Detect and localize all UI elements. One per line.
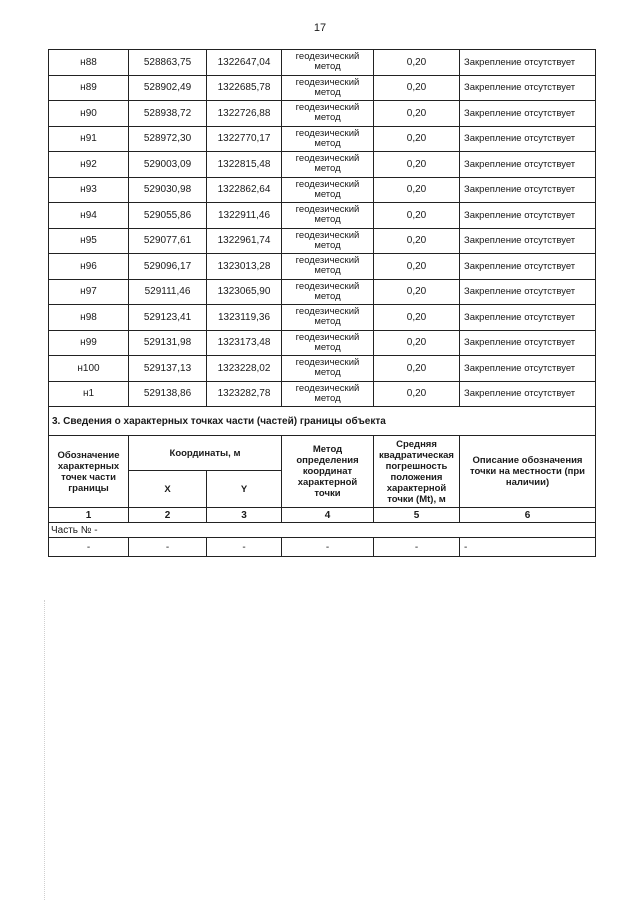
coord-y: 1322770,17	[207, 126, 282, 152]
accuracy: 0,20	[374, 50, 460, 76]
empty-cell: -	[374, 538, 460, 557]
table-row	[49, 126, 596, 152]
column-number: 2	[129, 508, 207, 523]
coord-x: 529123,41	[129, 305, 207, 331]
point-id: н88	[49, 50, 129, 76]
point-id: н95	[49, 228, 129, 254]
method	[282, 228, 374, 254]
header-accuracy	[374, 436, 460, 508]
description: Закрепление отсутствует	[460, 228, 596, 254]
coord-x: 529030,98	[129, 177, 207, 203]
description: Закрепление отсутствует	[460, 126, 596, 152]
header-method	[282, 436, 374, 508]
method-line: геодезический	[295, 331, 360, 343]
method-line: геодезический	[295, 51, 360, 63]
coord-y: 1322726,88	[207, 101, 282, 127]
method	[282, 279, 374, 305]
description: Закрепление отсутствует	[460, 203, 596, 229]
header-point-line: Обозначение	[57, 449, 120, 461]
point-id: н93	[49, 177, 129, 203]
method	[282, 177, 374, 203]
header-method-line: определения	[296, 455, 359, 466]
header-accuracy-line: характерной	[386, 482, 447, 494]
method-line: метод	[314, 392, 341, 404]
description: Закрепление отсутствует	[460, 254, 596, 280]
point-id: н94	[49, 203, 129, 229]
empty-cell: -	[207, 538, 282, 557]
point-id: н89	[49, 75, 129, 101]
header-accuracy-line: квадратическая	[379, 449, 454, 461]
part-label: Часть № -	[49, 523, 596, 538]
method	[282, 75, 374, 101]
table-row	[49, 152, 596, 178]
method-line: метод	[314, 86, 341, 98]
coord-y: 1323065,90	[207, 279, 282, 305]
method-line: метод	[314, 137, 341, 149]
method-line: геодезический	[295, 76, 360, 88]
header-coords: Координаты, м	[129, 436, 282, 471]
boundary-points-table	[48, 49, 596, 557]
accuracy: 0,20	[374, 203, 460, 229]
method-line: геодезический	[295, 357, 360, 369]
empty-data-row	[49, 538, 596, 557]
method-line: метод	[314, 188, 341, 200]
part-row	[49, 523, 596, 538]
method	[282, 50, 374, 76]
table-row	[49, 254, 596, 280]
method-line: метод	[314, 61, 341, 73]
table-row	[49, 356, 596, 382]
method	[282, 101, 374, 127]
empty-cell: -	[129, 538, 207, 557]
table-row	[49, 228, 596, 254]
coord-x: 529077,61	[129, 228, 207, 254]
method-line: геодезический	[295, 280, 360, 292]
method-line: геодезический	[295, 229, 360, 241]
header-y: Y	[207, 471, 282, 508]
column-number: 6	[460, 508, 596, 523]
method	[282, 356, 374, 382]
header-accuracy-line: погрешность	[385, 460, 448, 472]
header-desc-line: Описание обозначения	[472, 455, 583, 466]
empty-cell: -	[282, 538, 374, 557]
accuracy: 0,20	[374, 101, 460, 127]
header-accuracy-line: Средняя	[396, 438, 437, 450]
description: Закрепление отсутствует	[460, 305, 596, 331]
method-line: метод	[314, 341, 341, 353]
method-line: геодезический	[295, 178, 360, 190]
point-id: н92	[49, 152, 129, 178]
accuracy: 0,20	[374, 177, 460, 203]
coord-x: 529131,98	[129, 330, 207, 356]
point-id: н100	[49, 356, 129, 382]
point-id: н97	[49, 279, 129, 305]
point-id: н1	[49, 381, 129, 407]
section3-title: 3. Сведения о характерных точках части (частей) границы объекта	[49, 407, 596, 436]
method-line: метод	[314, 367, 341, 379]
coord-x: 528972,30	[129, 126, 207, 152]
header-accuracy-line: точки (Mt), м	[387, 493, 446, 505]
column-number: 3	[207, 508, 282, 523]
method-line: метод	[314, 316, 341, 328]
point-id: н98	[49, 305, 129, 331]
header-method-line: характерной	[297, 477, 358, 488]
table-row	[49, 101, 596, 127]
method	[282, 330, 374, 356]
empty-cell: -	[460, 538, 596, 557]
method	[282, 152, 374, 178]
header-method-line: Метод	[312, 444, 343, 455]
method	[282, 305, 374, 331]
coord-x: 528902,49	[129, 75, 207, 101]
coord-y: 1322911,46	[207, 203, 282, 229]
coord-y: 1323013,28	[207, 254, 282, 280]
method	[282, 126, 374, 152]
table-row	[49, 177, 596, 203]
header-method-line: точки	[314, 488, 341, 499]
method-line: метод	[314, 214, 341, 226]
accuracy: 0,20	[374, 279, 460, 305]
table-row	[49, 305, 596, 331]
method-line: метод	[314, 265, 341, 277]
description: Закрепление отсутствует	[460, 330, 596, 356]
header-point-line: границы	[68, 482, 109, 494]
method-line: метод	[314, 290, 341, 302]
column-numbers-row	[49, 508, 596, 523]
coord-x: 529003,09	[129, 152, 207, 178]
coord-x: 528938,72	[129, 101, 207, 127]
description: Закрепление отсутствует	[460, 152, 596, 178]
coord-y: 1322862,64	[207, 177, 282, 203]
accuracy: 0,20	[374, 75, 460, 101]
coord-x: 529137,13	[129, 356, 207, 382]
table-row	[49, 203, 596, 229]
table-row	[49, 279, 596, 305]
header-row-top	[49, 436, 596, 471]
coord-y: 1323228,02	[207, 356, 282, 382]
description: Закрепление отсутствует	[460, 279, 596, 305]
page-number: 17	[313, 22, 327, 34]
header-method-line: координат	[302, 466, 353, 477]
table-row	[49, 330, 596, 356]
method	[282, 254, 374, 280]
coord-x: 528863,75	[129, 50, 207, 76]
method-line: геодезический	[295, 204, 360, 216]
method	[282, 381, 374, 407]
accuracy: 0,20	[374, 330, 460, 356]
method-line: метод	[314, 239, 341, 251]
description: Закрепление отсутствует	[460, 177, 596, 203]
method-line: метод	[314, 112, 341, 124]
description: Закрепление отсутствует	[460, 101, 596, 127]
coord-y: 1323173,48	[207, 330, 282, 356]
accuracy: 0,20	[374, 126, 460, 152]
method-line: геодезический	[295, 255, 360, 267]
description: Закрепление отсутствует	[460, 50, 596, 76]
header-point-line: характерных	[57, 460, 120, 472]
accuracy: 0,20	[374, 254, 460, 280]
coord-y: 1322815,48	[207, 152, 282, 178]
header-accuracy-line: положения	[390, 471, 443, 483]
coord-x: 529138,86	[129, 381, 207, 407]
table-row	[49, 75, 596, 101]
coord-y: 1323119,36	[207, 305, 282, 331]
empty-cell: -	[49, 538, 129, 557]
scan-margin-artifact	[44, 600, 46, 900]
method-line: геодезический	[295, 153, 360, 165]
table-row	[49, 381, 596, 407]
coord-x: 529055,86	[129, 203, 207, 229]
coord-y: 1322961,74	[207, 228, 282, 254]
method-line: геодезический	[295, 127, 360, 139]
accuracy: 0,20	[374, 152, 460, 178]
accuracy: 0,20	[374, 228, 460, 254]
header-desc-line: точки на местности (при	[469, 466, 585, 477]
method-line: геодезический	[295, 306, 360, 318]
point-id: н99	[49, 330, 129, 356]
accuracy: 0,20	[374, 356, 460, 382]
section3	[49, 407, 596, 557]
coord-x: 529096,17	[129, 254, 207, 280]
coord-y: 1322685,78	[207, 75, 282, 101]
column-number: 5	[374, 508, 460, 523]
method	[282, 203, 374, 229]
coord-y: 1322647,04	[207, 50, 282, 76]
header-point	[49, 436, 129, 508]
method-line: геодезический	[295, 382, 360, 394]
coord-y: 1323282,78	[207, 381, 282, 407]
point-id: н91	[49, 126, 129, 152]
accuracy: 0,20	[374, 305, 460, 331]
table-row	[49, 50, 596, 76]
description: Закрепление отсутствует	[460, 356, 596, 382]
header-point-line: точек части	[61, 471, 116, 483]
section3-title-row	[49, 407, 596, 436]
table1-body	[49, 50, 596, 407]
point-id: н96	[49, 254, 129, 280]
coord-x: 529111,46	[129, 279, 207, 305]
point-id: н90	[49, 101, 129, 127]
header-description	[460, 436, 596, 508]
method-line: геодезический	[295, 102, 360, 114]
column-number: 1	[49, 508, 129, 523]
method-line: метод	[314, 163, 341, 175]
description: Закрепление отсутствует	[460, 381, 596, 407]
accuracy: 0,20	[374, 381, 460, 407]
column-number: 4	[282, 508, 374, 523]
header-desc-line: наличии)	[505, 477, 550, 488]
description: Закрепление отсутствует	[460, 75, 596, 101]
header-x: X	[129, 471, 207, 508]
